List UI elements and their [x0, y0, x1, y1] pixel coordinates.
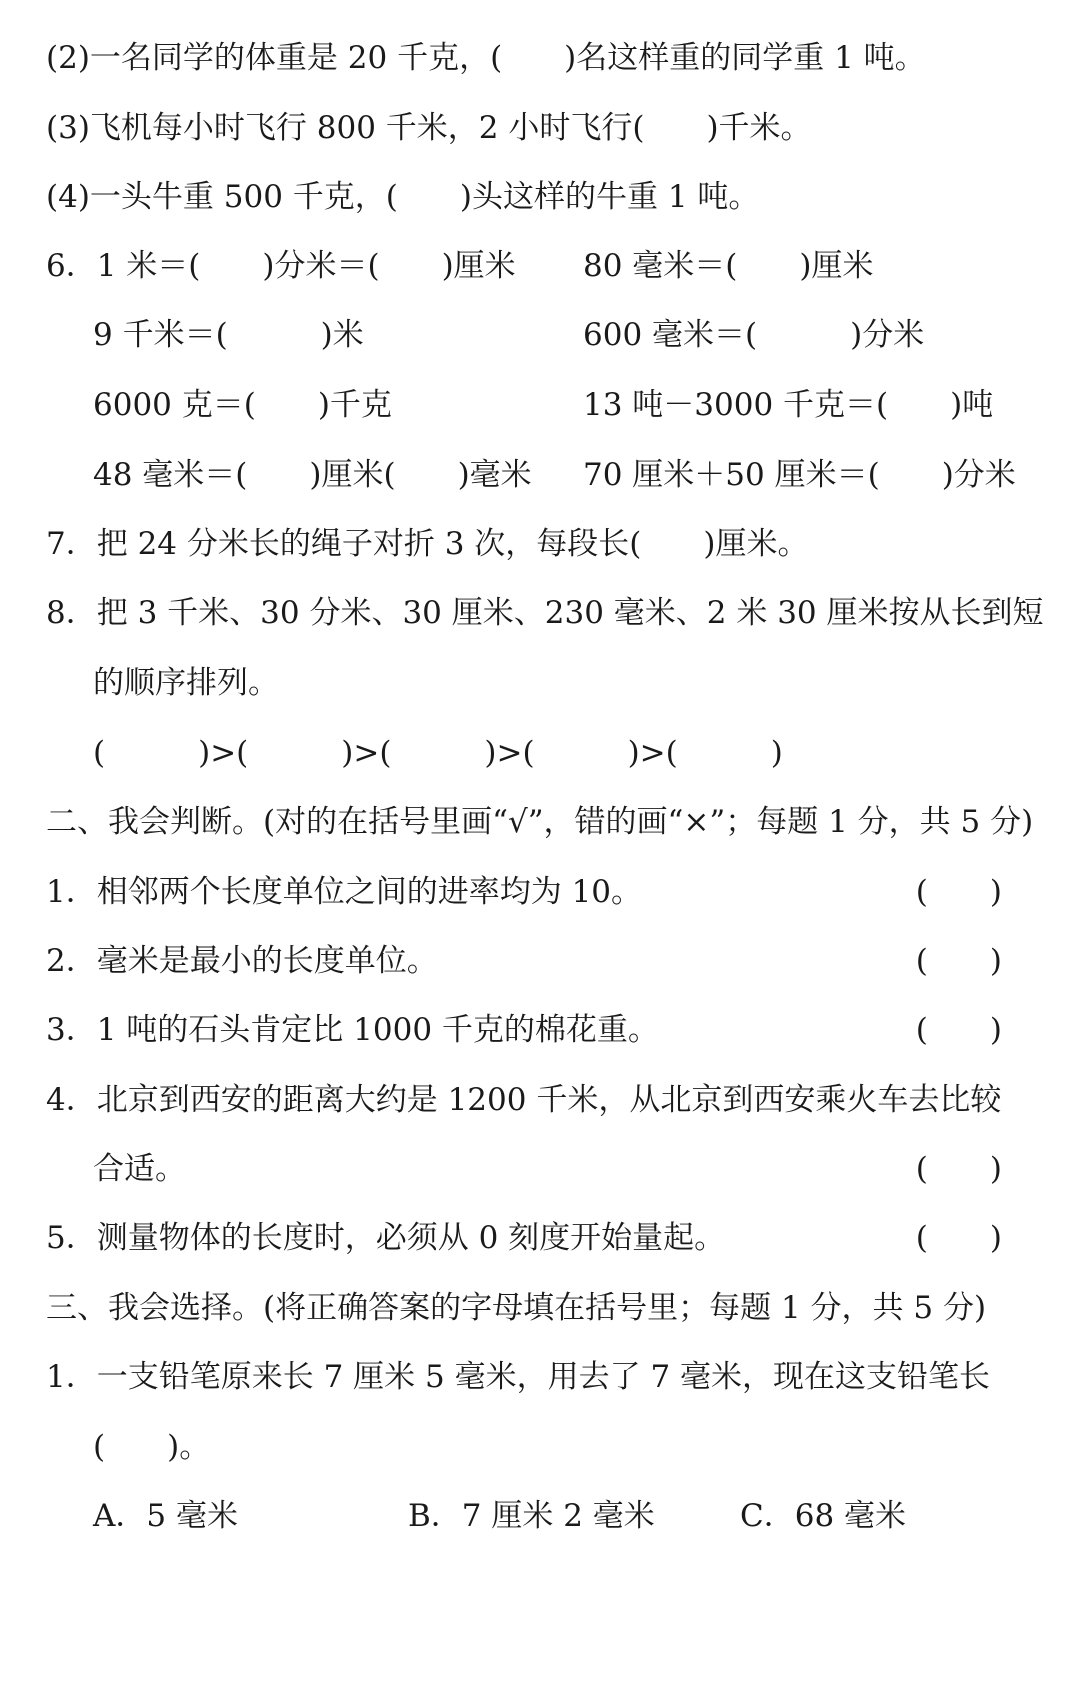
- choice-q1-option-a[interactable]: A．5 毫米: [93, 1498, 238, 1534]
- q6-row3-left: 6000 克＝( )千克: [93, 387, 392, 423]
- judge-q5: 5．测量物体的长度时，必须从 0 刻度开始量起。: [46, 1220, 726, 1256]
- judge-q4-line1: 4．北京到西安的距离大约是 1200 千米，从北京到西安乘火车去比较: [46, 1082, 1002, 1118]
- q8-blanks: ( )>( )>( )>( )>( ): [93, 735, 783, 771]
- q6-row4-left: 48 毫米＝( )厘米( )毫米: [93, 457, 532, 493]
- judge-q3-box[interactable]: ( ): [915, 1012, 1002, 1048]
- judge-q4-box[interactable]: ( ): [915, 1151, 1002, 1187]
- q8-line1: 8．把 3 千米、30 分米、30 厘米、230 毫米、2 米 30 厘米按从长到短: [46, 595, 1044, 631]
- judge-q1-box[interactable]: ( ): [915, 874, 1002, 910]
- judge-q2-box[interactable]: ( ): [915, 943, 1002, 979]
- choice-q1-option-c[interactable]: C．68 毫米: [740, 1498, 907, 1534]
- q6-row1-left: 6．1 米＝( )分米＝( )厘米: [46, 248, 516, 284]
- q7: 7．把 24 分米长的绳子对折 3 次，每段长( )厘米。: [46, 526, 809, 562]
- judge-q3: 3．1 吨的石头肯定比 1000 千克的棉花重。: [46, 1012, 659, 1048]
- choice-q1-option-b[interactable]: B．7 厘米 2 毫米: [408, 1498, 655, 1534]
- q5-part4: (4)一头牛重 500 千克，( )头这样的牛重 1 吨。: [46, 179, 760, 215]
- judge-q2: 2．毫米是最小的长度单位。: [46, 943, 438, 979]
- q6-row4-right: 70 厘米＋50 厘米＝( )分米: [583, 457, 1016, 493]
- q6-row1-right: 80 毫米＝( )厘米: [583, 248, 874, 284]
- q6-row3-right: 13 吨－3000 千克＝( )吨: [583, 387, 994, 423]
- q6-row2-left: 9 千米＝( )米: [93, 317, 364, 353]
- q5-part2: (2)一名同学的体重是 20 千克，( )名这样重的同学重 1 吨。: [46, 40, 926, 76]
- judge-q1: 1．相邻两个长度单位之间的进率均为 10。: [46, 874, 643, 910]
- q5-part3: (3)飞机每小时飞行 800 千米，2 小时飞行( )千米。: [46, 110, 812, 146]
- section2-heading: 二、我会判断。(对的在括号里画“√”，错的画“×”；每题 1 分，共 5 分): [46, 804, 1034, 840]
- judge-q4-line2: 合适。: [93, 1151, 186, 1187]
- section3-heading: 三、我会选择。(将正确答案的字母填在括号里；每题 1 分，共 5 分): [46, 1290, 987, 1326]
- judge-q5-box[interactable]: ( ): [915, 1220, 1002, 1256]
- q8-line2: 的顺序排列。: [93, 665, 279, 701]
- choice-q1-line2: ( )。: [93, 1429, 211, 1465]
- choice-q1-line1: 1．一支铅笔原来长 7 厘米 5 毫米，用去了 7 毫米，现在这支铅笔长: [46, 1359, 991, 1395]
- q6-row2-right: 600 毫米＝( )分米: [583, 317, 925, 353]
